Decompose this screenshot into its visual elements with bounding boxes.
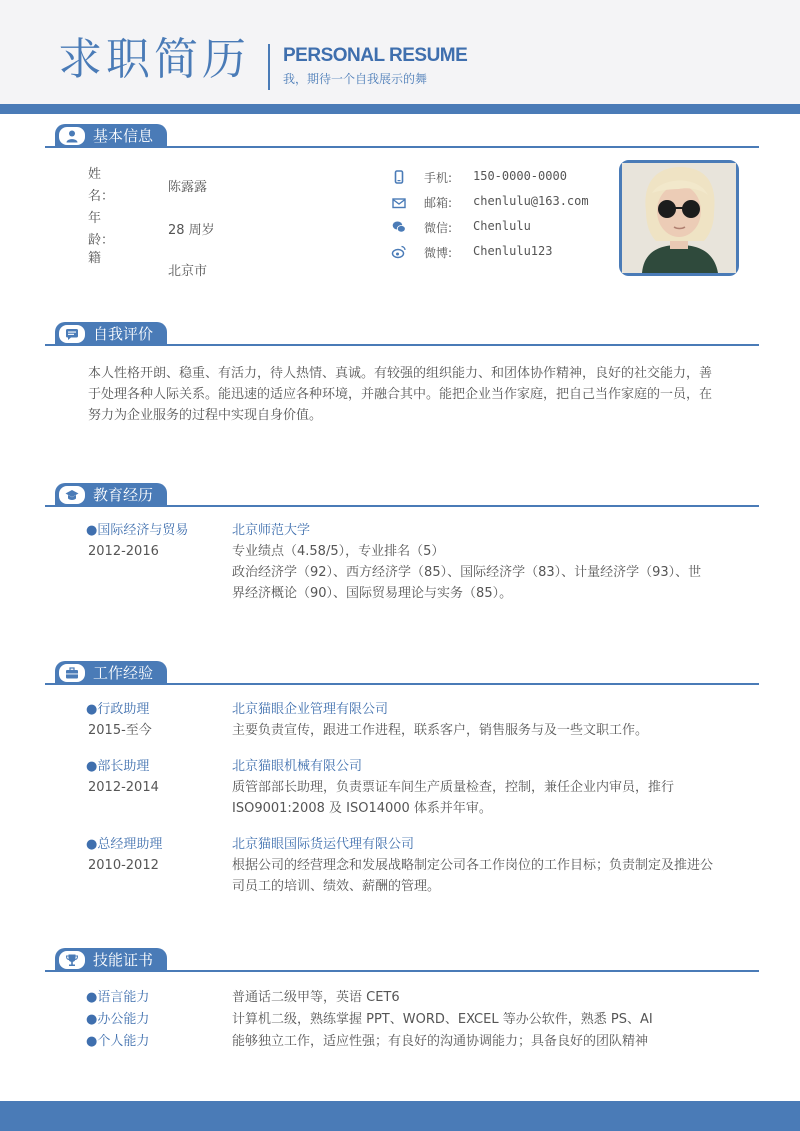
contact-phone-value: 150-0000-0000 — [473, 169, 567, 183]
work-role: ●总经理助理 — [86, 837, 163, 852]
contact-wechat-key: 微信: — [424, 221, 453, 235]
edu-years: 2012-2016 — [88, 544, 159, 559]
age-key: 年龄： — [88, 211, 115, 248]
section-header-self — [45, 322, 759, 346]
page-title: 求职简历 — [58, 34, 250, 85]
origin-value: 北京市 — [168, 264, 208, 279]
footer-bar — [0, 1101, 800, 1131]
page-subtitle: 我，期待一个自我展示的舞 — [283, 72, 428, 86]
graduation-cap-icon — [59, 486, 85, 504]
section-title: 工作经验 — [93, 664, 154, 682]
section-tab — [55, 948, 167, 972]
section-tab — [55, 124, 167, 148]
work-years: 2015-至今 — [88, 723, 152, 738]
work-years: 2012-2014 — [88, 780, 159, 795]
edu-school: 北京师范大学 — [232, 523, 311, 538]
header-bar — [0, 104, 800, 114]
edu-line-3: 界经济概论（90）、国际贸易理论与实务（85）。 — [232, 586, 513, 601]
self-eval-line-1: 本人性格开朗、稳重、有活力，待人热情、真诚。有较强的组织能力、和团体协作精神，良好的社交能力，善 — [88, 366, 713, 381]
comment-icon — [59, 325, 85, 343]
section-tab — [55, 483, 167, 507]
work-years: 2010-2012 — [88, 858, 159, 873]
briefcase-icon — [59, 664, 85, 682]
work-desc-line: 司员工的培训、绩效、薪酬的管理。 — [232, 879, 441, 894]
section-title: 基本信息 — [93, 127, 154, 145]
page-title-english: PERSONAL RESUME — [283, 45, 468, 66]
origin-key: 籍 — [88, 251, 102, 266]
section-header-work — [45, 661, 759, 685]
edu-line-2: 政治经济学（92）、西方经济学（85）、国际经济学（83）、计量经济学（93）、世 — [232, 565, 702, 580]
work-company: 北京猫眼国际货运代理有限公司 — [232, 837, 415, 852]
contact-weibo-key: 微博: — [424, 246, 453, 260]
section-title: 技能证书 — [93, 951, 154, 969]
wechat-icon — [392, 219, 406, 233]
work-company: 北京猫眼机械有限公司 — [232, 759, 363, 774]
work-desc-line: 质管部部长助理，负责票证车间生产质量检查，控制，兼任企业内审员，推行 — [232, 780, 675, 795]
contact-mail-key: 邮箱: — [424, 196, 453, 210]
person-icon — [59, 127, 85, 145]
skill-value: 能够独立工作，适应性强；有良好的沟通协调能力；具备良好的团队精神 — [232, 1034, 649, 1049]
contact-wechat-value: Chenlulu — [473, 219, 531, 233]
section-tab — [55, 322, 167, 346]
profile-photo — [619, 160, 739, 276]
title-divider — [268, 44, 270, 90]
work-desc-line: 主要负责宣传，跟进工作进程，联系客户，销售服务与及一些文职工作。 — [232, 723, 649, 738]
section-header-basic — [45, 124, 759, 148]
skill-label: ●办公能力 — [86, 1012, 150, 1027]
contact-phone-key: 手机: — [424, 171, 453, 185]
edu-line-1: 专业绩点（4.58/5），专业排名（5） — [232, 544, 445, 559]
skill-label: ●个人能力 — [86, 1034, 150, 1049]
work-desc-line: 根据公司的经营理念和发展战略制定公司各工作岗位的工作目标；负责制定及推进公 — [232, 858, 714, 873]
name-key: 姓名： — [88, 167, 115, 204]
section-header-skills — [45, 948, 759, 972]
phone-icon — [392, 169, 406, 183]
work-company: 北京猫眼企业管理有限公司 — [232, 702, 389, 717]
self-eval-line-3: 努力为企业服务的过程中实现自身价值。 — [88, 408, 323, 423]
work-desc-line: ISO9001:2008 及 ISO14000 体系并年审。 — [232, 801, 492, 816]
section-title: 教育经历 — [93, 486, 154, 504]
skill-value: 计算机二级，熟练掌握 PPT、WORD、EXCEL 等办公软件，熟悉 PS、AI — [232, 1012, 653, 1027]
edu-major: ●国际经济与贸易 — [86, 523, 189, 538]
section-tab — [55, 661, 167, 685]
contact-weibo-value: Chenlulu123 — [473, 244, 553, 258]
work-role: ●行政助理 — [86, 702, 150, 717]
age-value: 28 周岁 — [168, 223, 215, 238]
skill-value: 普通话二级甲等，英语 CET6 — [232, 990, 400, 1005]
weibo-icon — [392, 244, 406, 258]
self-eval-line-2: 于处理各种人际关系。能迅速的适应各种环境，并融合其中。能把企业当作家庭，把自己当作家庭的一员，在 — [88, 387, 713, 402]
skill-label: ●语言能力 — [86, 990, 150, 1005]
section-header-education — [45, 483, 759, 507]
section-title: 自我评价 — [93, 325, 154, 343]
contact-mail-value: chenlulu@163.com — [473, 194, 589, 208]
mail-icon — [392, 195, 406, 209]
trophy-icon — [59, 951, 85, 969]
work-role: ●部长助理 — [86, 759, 150, 774]
name-value: 陈露露 — [168, 180, 208, 195]
basic-info-block — [88, 164, 228, 279]
